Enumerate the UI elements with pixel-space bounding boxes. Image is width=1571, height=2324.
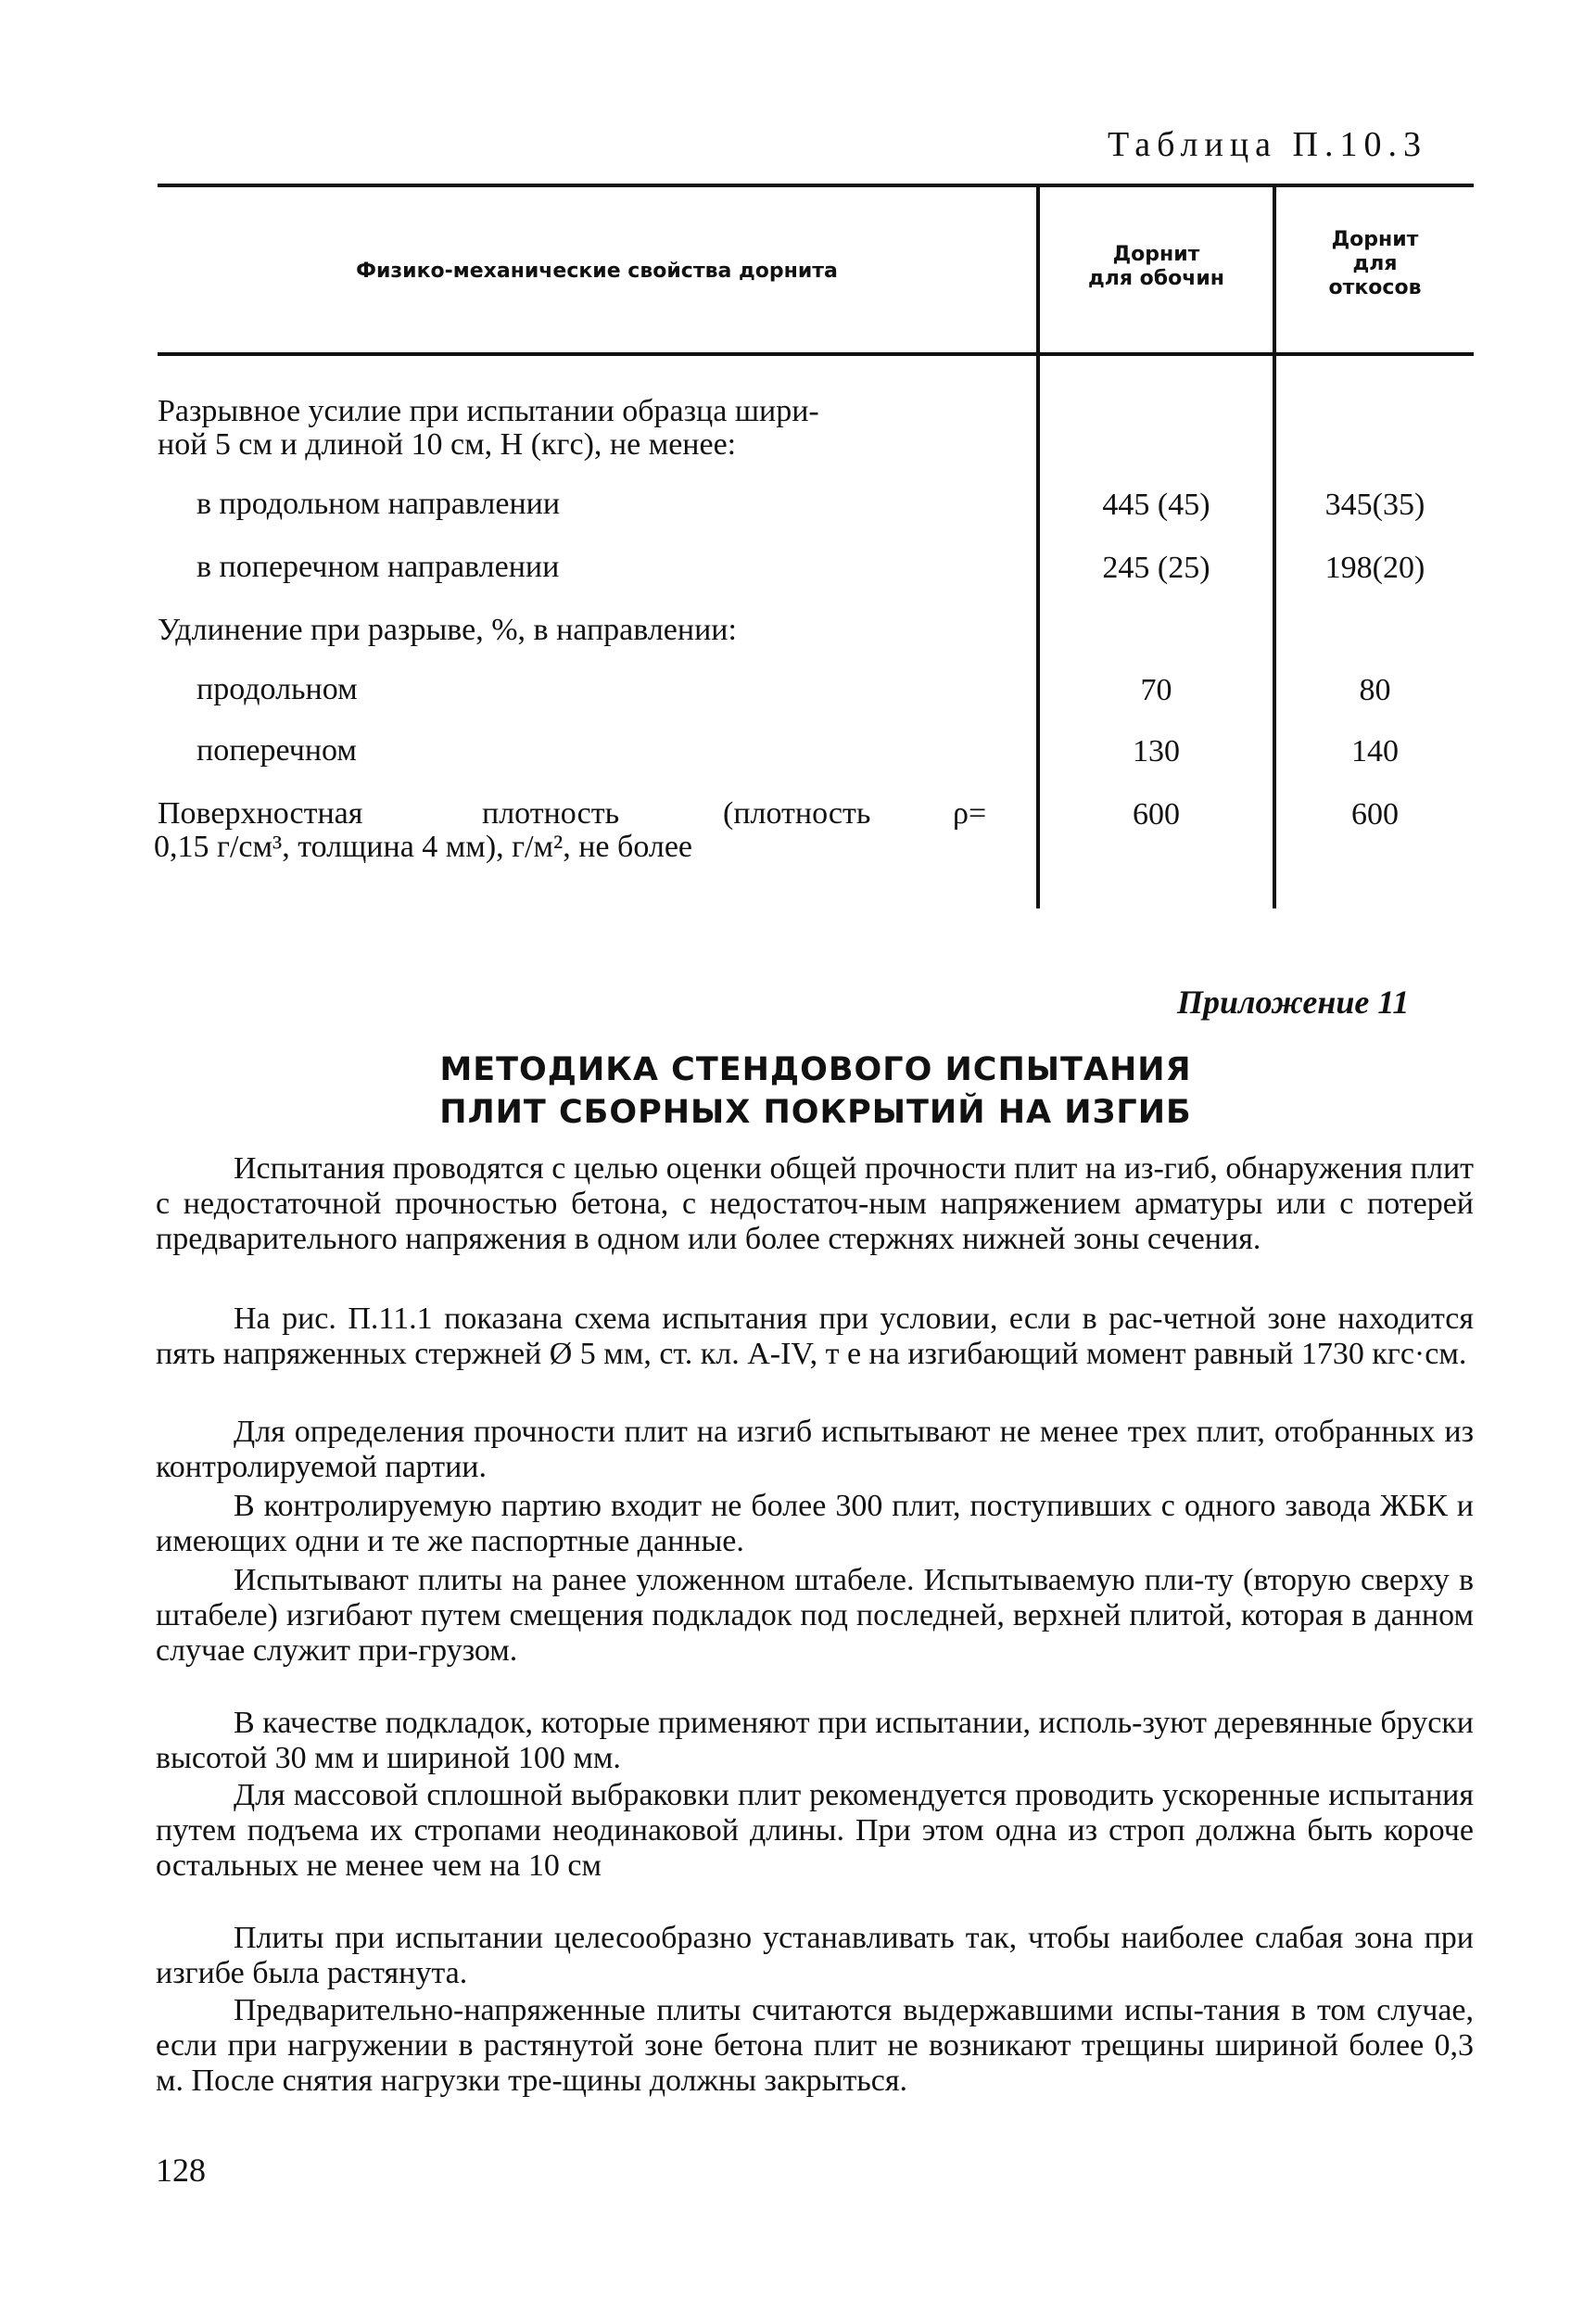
row-elong-trans-value-1: 130 [1133,734,1180,768]
row-elong-long-label: продольном [196,672,358,706]
row-elong-trans-value-2: 140 [1351,734,1399,768]
paragraph: Для определения прочности плит на изгиб испытывают не менее трех плит, отобранных из контролируемой партии. [156,1415,1474,1484]
row-elong-long-value-1: 70 [1140,673,1172,707]
page-number: 128 [156,2152,206,2189]
row-tensile-label-2: ной 5 см и длиной 10 см, Н (кгс), не менее: [158,427,737,462]
header-property: Физико-механические свойства дорнита [356,260,838,283]
paragraph: В качестве подкладок, которые применяют при испытании, исполь-зуют деревянные бруски высотой 30 мм и шириной 100 мм. [156,1706,1474,1775]
appendix-label: Приложение 11 [1177,984,1410,1021]
row-tensile-label-1: Разрывное усилие при испытании образца шири- [158,394,819,428]
paragraph: Испытания проводятся с целью оценки общей прочности плит на из-гиб, обнаружения плит с недостаточной прочностью бетона, с недостаточ-ным напряжением арматуры или с потерей предварительного напряжения в одном или более стержнях нижней зоны сечения. [156,1151,1474,1256]
header-col1-line1: Дорнит [1112,243,1200,266]
row-transverse-label: в поперечном направлении [196,550,560,584]
header-col2-line3: откосов [1328,276,1422,299]
row-density-label-1b: плотность [482,796,620,831]
paragraph: Для массовой сплошной выбраковки плит рекомендуется проводить ускоренные испытания путем подъема их стропами неодинаковой длины. При этом одна из строп должна быть короче остальных не менее чем на 10 см [156,1778,1474,1883]
row-density-value-1: 600 [1133,797,1180,832]
row-density-label-2: 0,15 г/см³, толщина 4 мм), г/м², не более [154,830,693,864]
table-header-rule [158,352,1474,356]
section-title-line-2: ПЛИТ СБОРНЫХ ПОКРЫТИЙ НА ИЗГИБ [439,1094,1192,1131]
table-caption: Таблица П.10.3 [1108,125,1427,164]
paragraph: Предварительно-напряженные плиты считаются выдержавшими испы-тания в том случае, если при нагружении в растянутой зоне бетона плит не возникают трещины шириной более 0,3 м. После снятия нагрузки тре-щины должны закрыться. [156,1993,1474,2098]
header-col2 [1276,228,1474,300]
row-elong-long-value-2: 80 [1359,673,1391,707]
row-elongation-label: Удлинение при разрыве, %, в направлении: [158,613,737,647]
row-transverse-value-1: 245 (25) [1102,551,1210,585]
row-density-label-1d: ρ= [953,796,987,831]
row-longitudinal-label: в продольном направлении [196,487,561,521]
paragraph: В контролируемую партию входит не более 300 плит, поступивших с одного завода ЖБК и имеющих одни и те же паспортные данные. [156,1489,1474,1558]
paragraph: На рис. П.11.1 показана схема испытания при условии, если в рас-четной зоне находится пять напряженных стержней Ø 5 мм, ст. кл. А-IV, т е на изгибающий момент равный 1730 кгс·см. [156,1302,1474,1371]
table-top-rule [158,184,1474,187]
section-title-line-1: МЕТОДИКА СТЕНДОВОГО ИСПЫТАНИЯ [439,1051,1192,1088]
header-col1-line2: для обочин [1088,267,1224,290]
row-longitudinal-value-2: 345(35) [1324,488,1425,522]
header-col2-line2: для [1352,252,1398,275]
row-density-label-1c: (плотность [723,796,871,831]
row-density-label-1a: Поверхностная [158,796,363,831]
header-col1 [1040,243,1273,291]
paragraph: Плиты при испытании целесообразно устанавливать так, чтобы наиболее слабая зона при изгибе была растянута. [156,1921,1474,1990]
paragraph: Испытывают плиты на ранее уложенном штабеле. Испытываемую пли-ту (вторую сверху в штабеле) изгибают путем смещения подкладок под последней, верхней плитой, которая в данном случае служит при-грузом. [156,1563,1474,1668]
row-transverse-value-2: 198(20) [1324,551,1425,585]
row-elong-trans-label: поперечном [196,733,357,768]
row-density-value-2: 600 [1351,797,1399,832]
header-col2-line1: Дорнит [1331,228,1419,251]
row-longitudinal-value-1: 445 (45) [1102,488,1210,522]
